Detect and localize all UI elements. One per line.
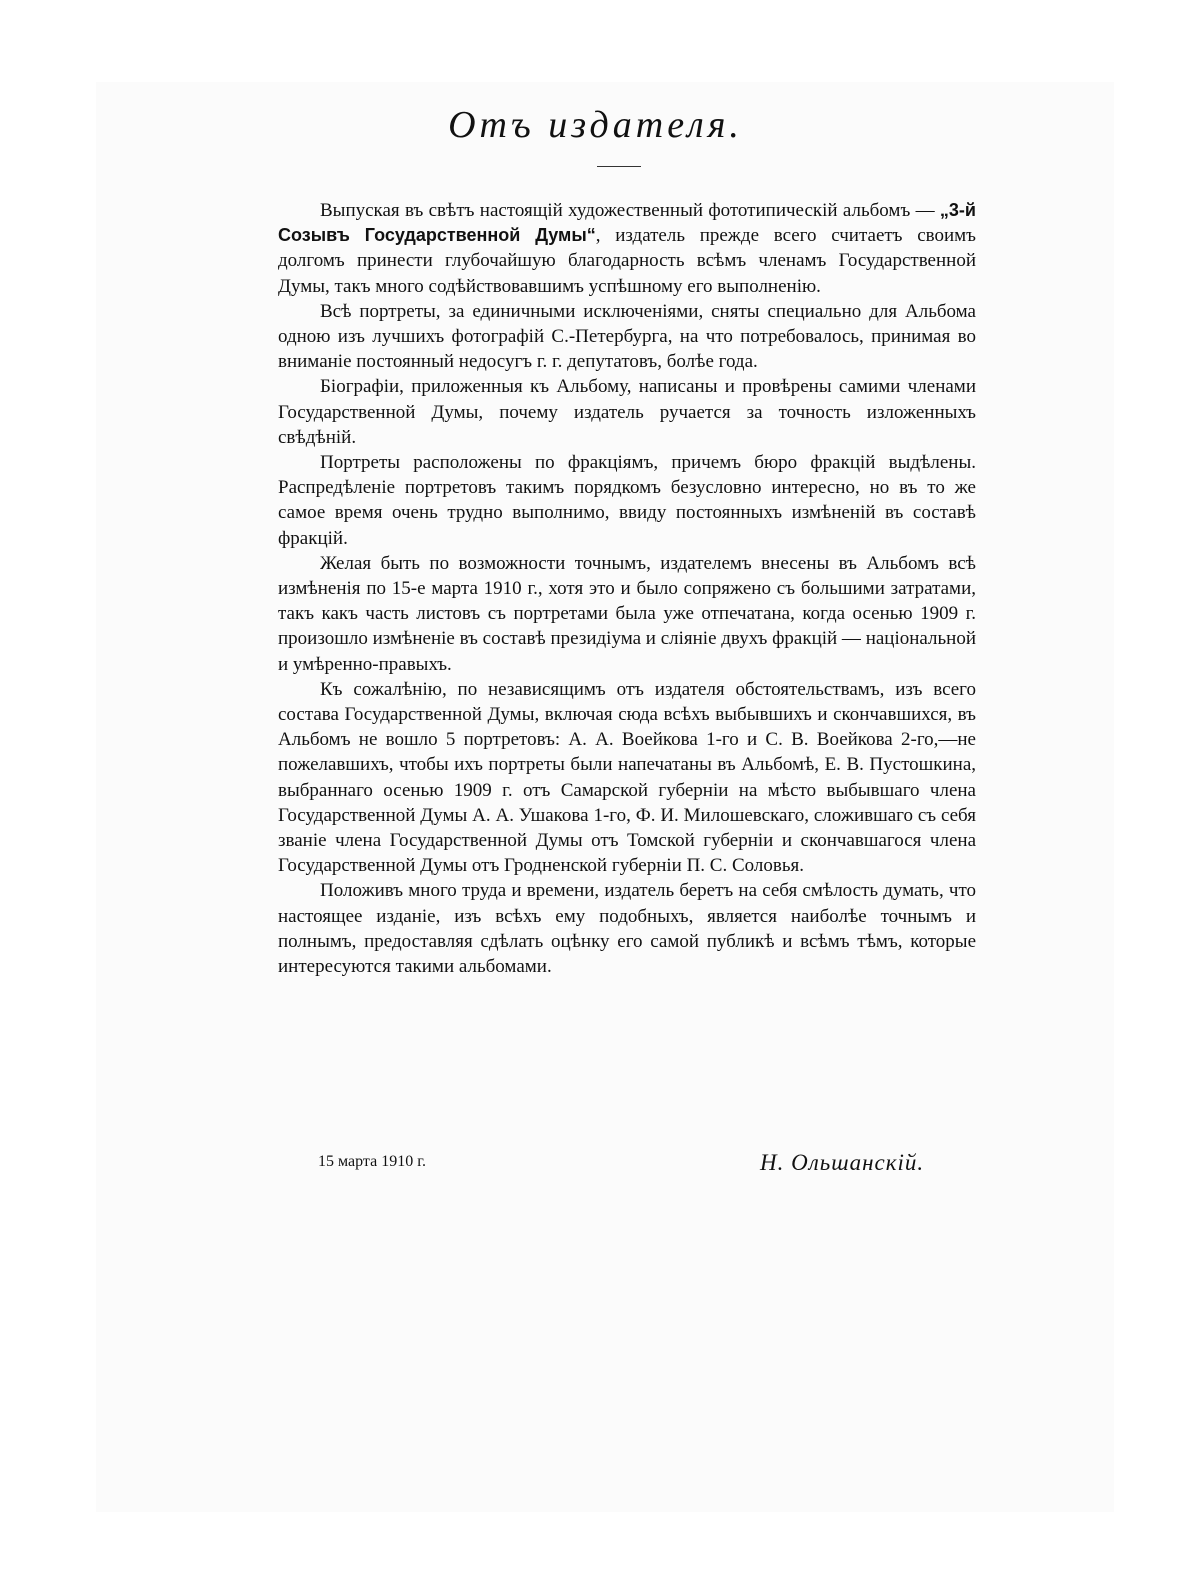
album-name: „3-й Созывъ Государственной Думы“ <box>278 200 976 246</box>
paragraph-1-rest: , издатель прежде всего считаетъ своимъ долгомъ принести глубочайшую благодарность всѣмъ членамъ Государственной Думы, такъ много содѣйствовавшимъ успѣшному его выполненію. <box>278 225 976 297</box>
paragraph-7: Положивъ много труда и времени, издатель беретъ на себя смѣлость думать, что настоящее изданіе, изъ всѣхъ ему подобныхъ, является наиболѣе точнымъ и полнымъ, предоставляя сдѣлать оцѣнку его самой публикѣ и всѣмъ тѣмъ, которые интересуются такими альбомами. <box>278 880 976 978</box>
paragraph-1-lead: Выпуская въ свѣтъ настоящій художественный фототипическій альбомъ — <box>320 200 940 221</box>
page-title: Отъ издателя. <box>448 104 743 146</box>
title-divider <box>597 166 641 167</box>
paragraph-5: Желая быть по возможности точнымъ, издателемъ внесены въ Альбомъ всѣ измѣненія по 15-е марта 1910 г., хотя это и было сопряжено съ большими затратами, такъ какъ часть листовъ съ портретами была уже отпечатана, когда осенью 1909 г. произошло измѣненіе въ составѣ президіума и сліяніе двухъ фракцій — національной и умѣренно-правыхъ. <box>278 552 976 675</box>
paragraph-6: Къ сожалѣнію, по независящимъ отъ издателя обстоятельствамъ, изъ всего состава Государственной Думы, включая сюда всѣхъ выбывшихъ и скончавшихся, въ Альбомъ не вошло 5 портретовъ: А. А. Воейкова 1-го и С. В. Воейкова 2-го,—не пожелавшихъ, чтобы ихъ портреты были напечатаны въ Альбомѣ, Е. В. Пустошкина, выбраннаго осенью 1909 г. отъ Самарской губерніи на мѣсто выбывшаго члена Государственной Думы А. А. Ушакова 1-го, Ф. И. Милошевскаго, сложившаго съ себя званіе члена Государственной Думы отъ Томской губерніи и скончавшагося члена Государственной Думы отъ Гродненской губерніи П. С. Соловья. <box>278 678 976 877</box>
publisher-signature: Н. Ольшанскій. <box>760 1150 925 1175</box>
paragraph-4: Портреты расположены по фракціямъ, причемъ бюро фракцій выдѣлены. Распредѣленіе портретовъ такимъ порядкомъ безусловно интересно, но въ то же самое время очень трудно выполнимо, ввиду постоянныхъ измѣненій въ составѣ фракцій. <box>278 452 976 549</box>
paragraph-1 <box>278 198 976 299</box>
paragraph-2: Всѣ портреты, за единичными исключеніями, сняты специально для Альбома одною изъ лучшихъ фотографій С.-Петербурга, на что потребовалось, принимая во вниманіе постоянный недосугъ г. г. депутатовъ, болѣе года. <box>278 300 976 373</box>
paragraph-3: Біографіи, приложенныя къ Альбому, написаны и провѣрены самими членами Государственной Думы, почему издатель ручается за точность изложенныхъ свѣдѣній. <box>278 376 976 448</box>
foreword-body <box>278 198 976 979</box>
foreword-date: 15 марта 1910 г. <box>318 1153 426 1170</box>
